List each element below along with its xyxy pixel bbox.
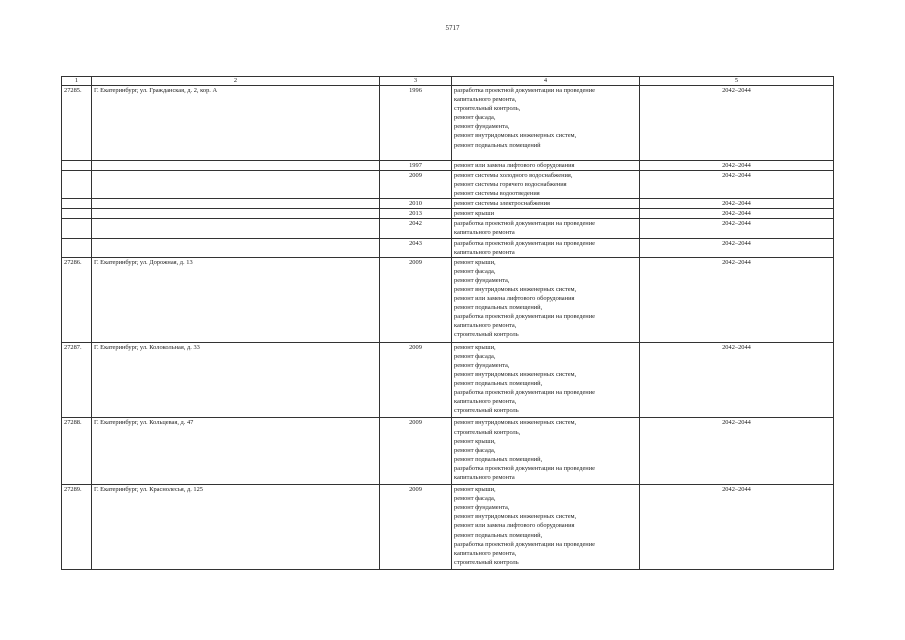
work-item: разработка проектной документации на проведение: [454, 313, 595, 321]
work-item: ремонт подвальных помещений,: [454, 531, 543, 539]
table-row: [62, 342, 834, 418]
work-item: ремонт крыши,: [454, 343, 496, 351]
column-header-5: 5: [640, 77, 834, 86]
work-item: ремонт фундамента,: [454, 276, 510, 284]
table-row: [62, 170, 834, 198]
row-works: [452, 418, 640, 485]
row-address: Г. Екатеринбург, ул. Колокольная, д. 33: [92, 342, 380, 418]
table-row: [62, 238, 834, 257]
row-works: [452, 170, 640, 198]
row-year: 2010: [380, 199, 452, 209]
row-period: 2042–2044: [640, 209, 834, 219]
work-item: ремонт фасада,: [454, 352, 496, 360]
capital-repair-table: [61, 76, 834, 570]
work-item: ремонт крыши,: [454, 258, 496, 266]
row-year: 2013: [380, 209, 452, 219]
table-row: [62, 418, 834, 485]
work-item: ремонт подвальных помещений,: [454, 455, 543, 463]
work-item: строительный контроль: [454, 407, 519, 415]
row-number: [62, 209, 92, 219]
work-item: ремонт или замена лифтового оборудования: [454, 295, 575, 303]
row-works: [452, 342, 640, 418]
row-number: 27287.: [62, 342, 92, 418]
column-header-3: 3: [380, 77, 452, 86]
work-item: ремонт подвальных помещений,: [454, 304, 543, 312]
work-item: ремонт внутридомовых инженерных систем,: [454, 286, 577, 294]
work-item: ремонт фундамента,: [454, 504, 510, 512]
row-period: 2042–2044: [640, 86, 834, 161]
row-number: 27289.: [62, 485, 92, 570]
work-item: ремонт подвальных помещений: [454, 141, 541, 149]
row-number: [62, 238, 92, 257]
row-period: 2042–2044: [640, 160, 834, 170]
work-item: ремонт подвальных помещений,: [454, 380, 543, 387]
work-item: разработка проектной документации на проведение: [454, 87, 595, 94]
table-row: [62, 199, 834, 209]
row-period: 2042–2044: [640, 342, 834, 418]
work-item: капитального ремонта,: [454, 549, 517, 557]
row-period: 2042–2044: [640, 257, 834, 342]
row-number: 27285.: [62, 86, 92, 161]
row-period: 2042–2044: [640, 199, 834, 209]
column-header-4: 4: [452, 77, 640, 86]
work-item: капитального ремонта: [454, 473, 515, 481]
work-item: ремонт фасада,: [454, 267, 496, 275]
work-item: разработка проектной документации на проведение: [454, 239, 595, 247]
work-item: ремонт внутридомовых инженерных систем,: [454, 513, 577, 521]
row-works: [452, 485, 640, 570]
row-works: [452, 238, 640, 257]
work-item: ремонт внутридомовых инженерных систем,: [454, 370, 577, 378]
column-number-row: [62, 77, 834, 86]
work-item: ремонт системы электроснабжения: [454, 200, 550, 208]
work-item: ремонт внутридомовых инженерных систем,: [454, 132, 577, 140]
work-item: ремонт фасада,: [454, 446, 496, 454]
row-address: [92, 170, 380, 198]
row-period: 2042–2044: [640, 170, 834, 198]
row-address: [92, 199, 380, 209]
row-address: Г. Екатеринбург, ул. Дорожная, д. 13: [92, 257, 380, 342]
work-item: разработка проектной документации на проведение: [454, 464, 595, 472]
row-works: [452, 86, 640, 161]
column-header-2: 2: [92, 77, 380, 86]
table-row: [62, 160, 834, 170]
work-item: строительный контроль: [454, 558, 519, 566]
work-item: капитального ремонта: [454, 248, 515, 256]
work-item: ремонт или замена лифтового оборудования: [454, 161, 575, 169]
work-item: ремонт крыши,: [454, 437, 496, 445]
row-works: [452, 209, 640, 219]
column-header-1: 1: [62, 77, 92, 86]
row-year: 2009: [380, 170, 452, 198]
work-item: ремонт системы холодного водоснабжения,: [454, 171, 573, 179]
work-item: ремонт или замена лифтового оборудования: [454, 522, 575, 530]
row-year: 1996: [380, 86, 452, 161]
page-number: 5717: [445, 24, 460, 32]
work-item: капитального ремонта,: [454, 398, 517, 406]
row-year: 2009: [380, 257, 452, 342]
row-number: 27286.: [62, 257, 92, 342]
table-row: [62, 219, 834, 238]
row-year: 2009: [380, 342, 452, 418]
work-item: капитального ремонта,: [454, 322, 517, 330]
row-works: [452, 160, 640, 170]
row-number: [62, 160, 92, 170]
work-item: разработка проектной документации на проведение: [454, 220, 595, 228]
work-item: ремонт фундамента,: [454, 361, 510, 369]
work-item: ремонт фундамента,: [454, 123, 510, 131]
row-number: [62, 170, 92, 198]
work-item: ремонт крыши,: [454, 486, 496, 494]
work-item: ремонт системы горячего водоснабжения: [454, 180, 567, 188]
work-item: ремонт крыши: [454, 210, 495, 218]
row-address: [92, 238, 380, 257]
work-item: строительный контроль,: [454, 428, 521, 436]
table-row: [62, 209, 834, 219]
row-period: 2042–2044: [640, 485, 834, 570]
row-year: 2043: [380, 238, 452, 257]
table-row: [62, 86, 834, 161]
row-year: 1997: [380, 160, 452, 170]
row-period: 2042–2044: [640, 219, 834, 238]
row-works: [452, 257, 640, 342]
work-item: капитального ремонта,: [454, 96, 517, 104]
row-year: 2009: [380, 485, 452, 570]
row-works: [452, 199, 640, 209]
work-item: ремонт системы водоотведения: [454, 190, 540, 198]
row-year: 2042: [380, 219, 452, 238]
work-item: капитального ремонта: [454, 229, 515, 237]
row-address: [92, 219, 380, 238]
row-address: Г. Екатеринбург, ул. Гражданская, д. 2, кор. А: [92, 86, 380, 161]
row-number: [62, 199, 92, 209]
row-number: [62, 219, 92, 238]
work-item: строительный контроль: [454, 331, 519, 339]
row-period: 2042–2044: [640, 238, 834, 257]
row-works: [452, 219, 640, 238]
row-period: 2042–2044: [640, 418, 834, 485]
row-address: [92, 160, 380, 170]
table-row: [62, 257, 834, 342]
row-address: [92, 209, 380, 219]
row-address: Г. Екатеринбург, ул. Кольцевая, д. 47: [92, 418, 380, 485]
row-year: 2009: [380, 418, 452, 485]
table-body: [62, 86, 834, 570]
work-item: разработка проектной документации на проведение: [454, 540, 595, 548]
work-item: ремонт фасада,: [454, 495, 496, 503]
work-item: ремонт фасада,: [454, 114, 496, 122]
work-item: строительный контроль,: [454, 105, 521, 113]
work-item: ремонт внутридомовых инженерных систем,: [454, 419, 577, 427]
table-row: [62, 485, 834, 570]
row-number: 27288.: [62, 418, 92, 485]
row-address: Г. Екатеринбург, ул. Краснолесья, д. 125: [92, 485, 380, 570]
work-item: разработка проектной документации на проведение: [454, 389, 595, 397]
